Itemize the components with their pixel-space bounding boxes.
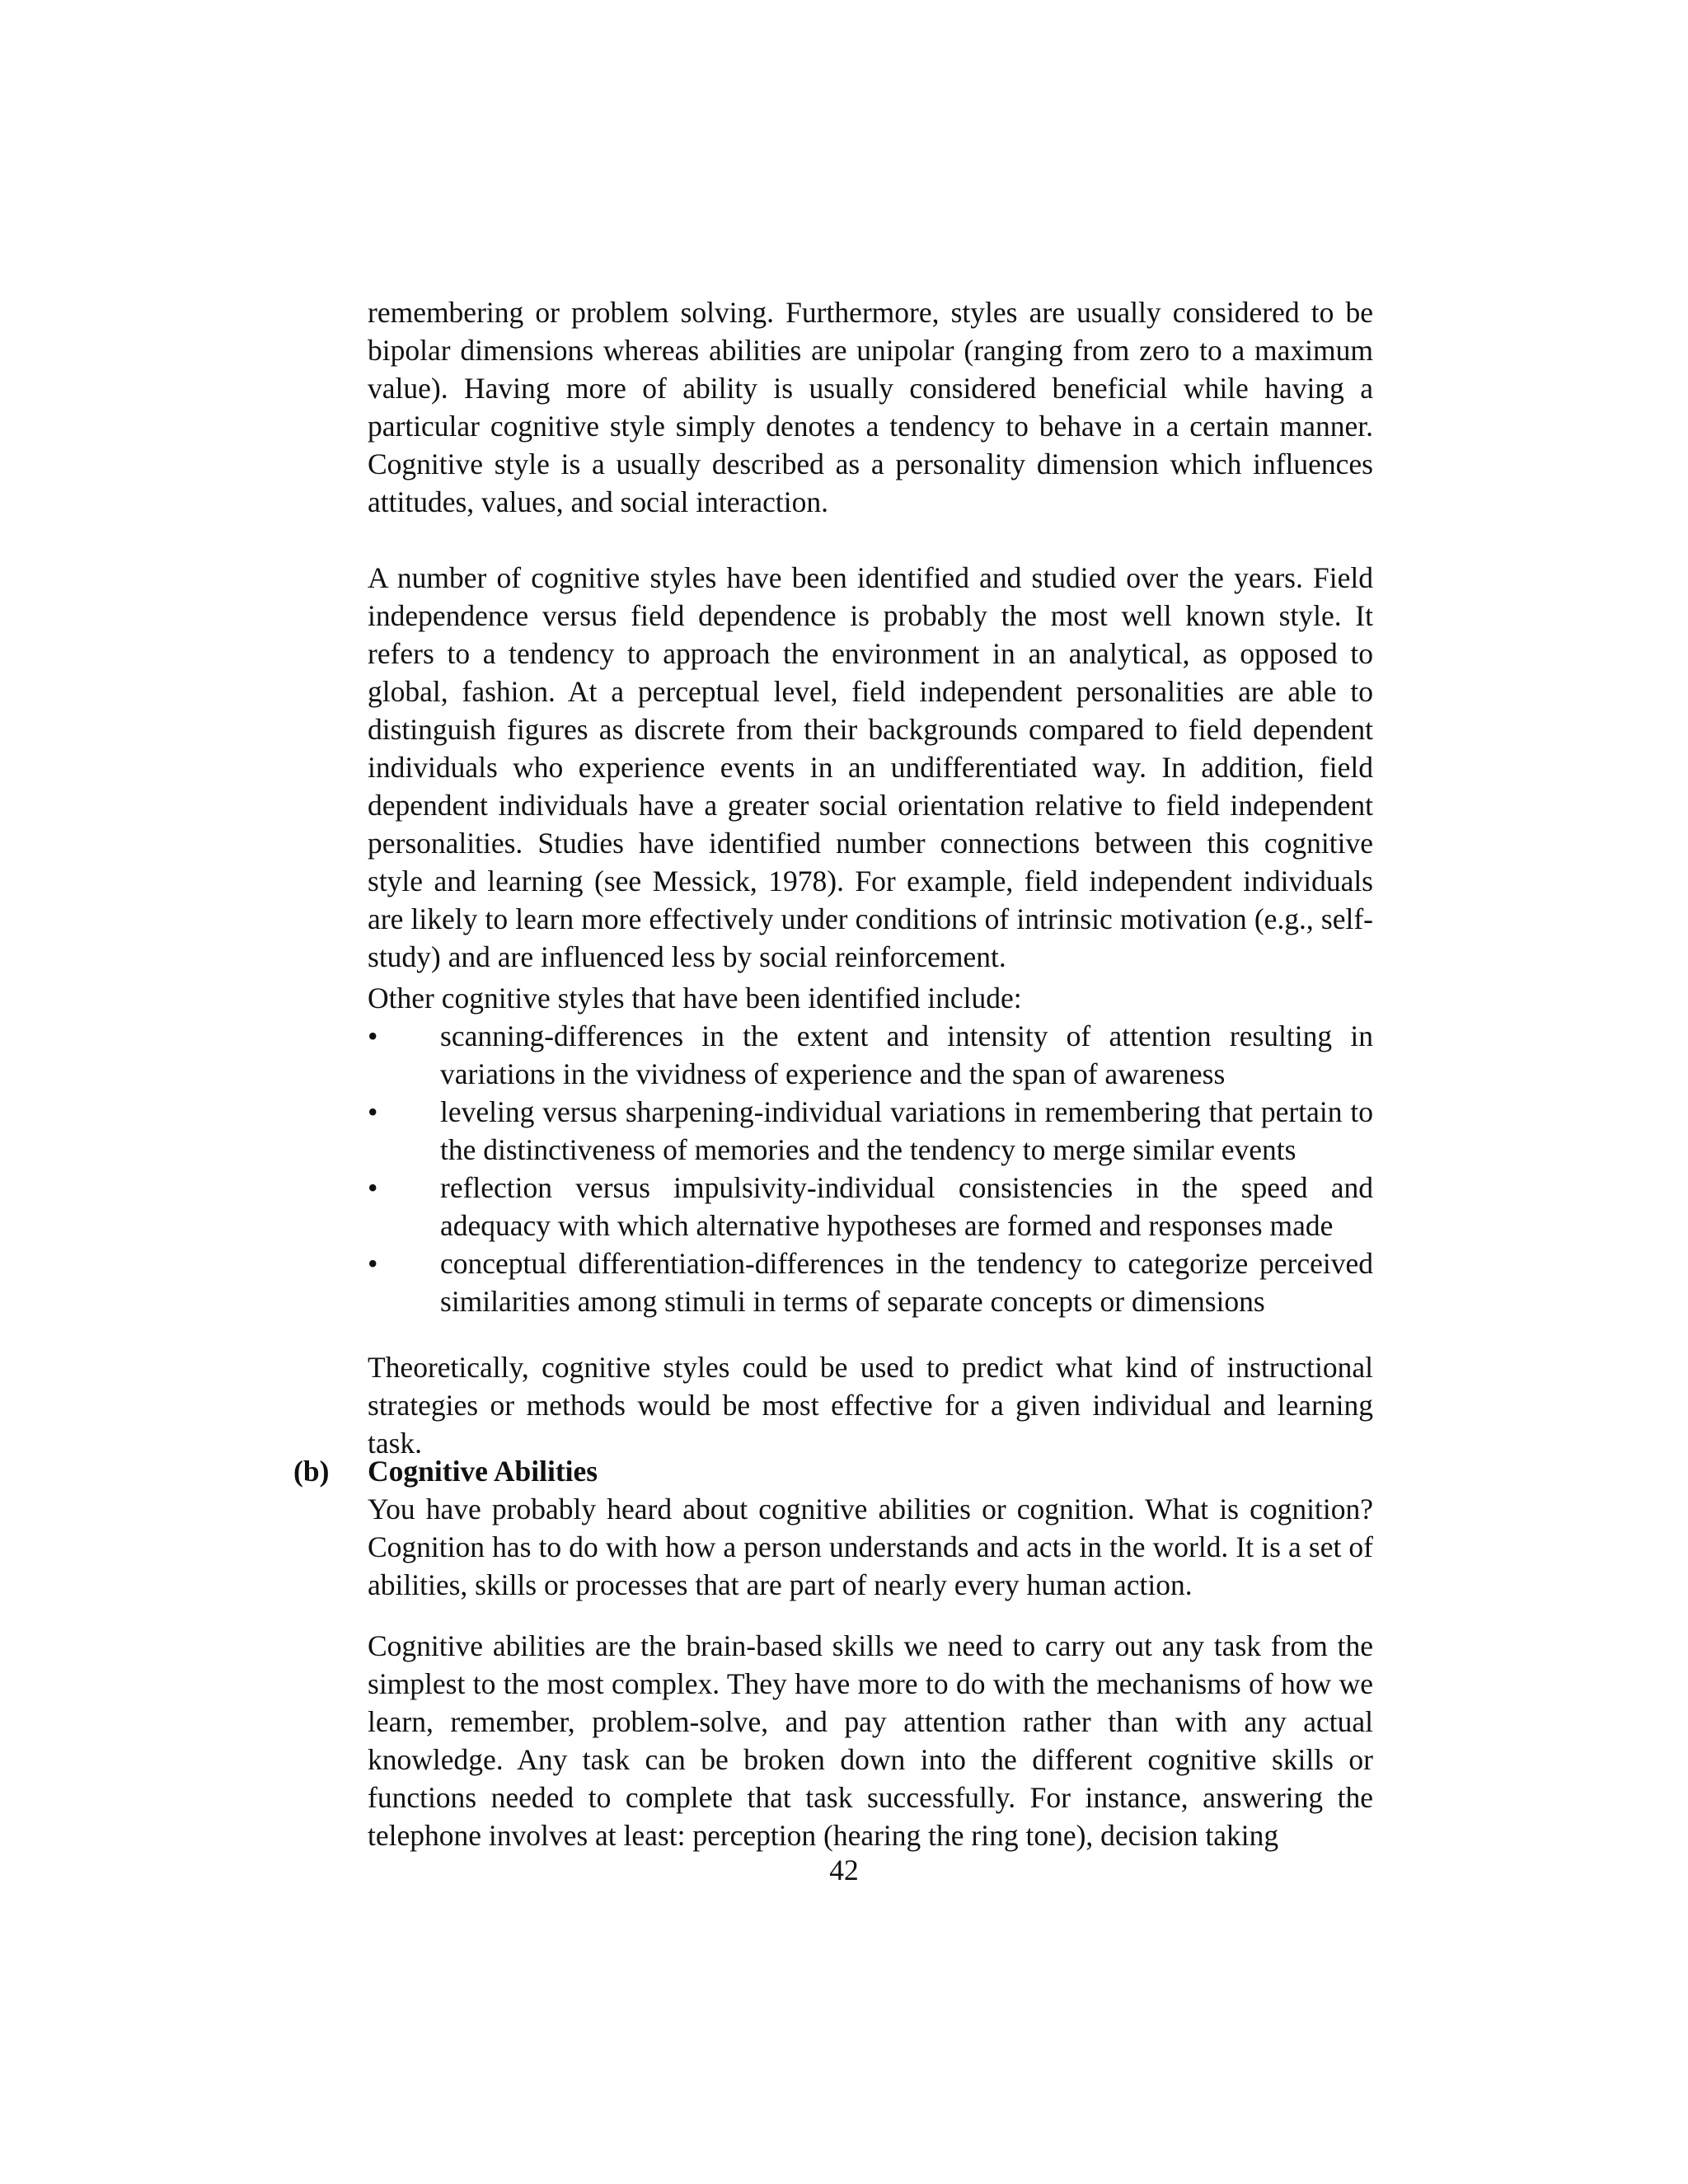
paragraph-styles-vs-abilities: remembering or problem solving. Furthermore, styles are usually considered to be bipolar dimensions whereas abilities are unipolar (ranging from zero to a maximum value). Having more of ability is usually considered beneficial while having a particular cognitive style simply denotes a tendency to behave in a certain manner. Cognitive style is a usually described as a personality dimension which influences attitudes, values, and social interaction. [368,296,1373,518]
list-item [368,1244,1373,1320]
cognitive-styles-list [368,1017,1373,1320]
list-item [368,1093,1373,1169]
bullet-icon: • [368,1171,378,1204]
section-marker: (b) [293,1455,330,1488]
paragraph-theoretically: Theoretically, cognitive styles could be used to predict what kind of instructional strategies or methods would be most effective for a given individual and learning task. [368,1351,1373,1460]
section-title: Cognitive Abilities [368,1455,598,1488]
page-number: 42 [829,1854,859,1886]
list-item-text: reflection versus impulsivity-individual consistencies in the speed and adequacy with which alternative hypotheses are formed and responses made [440,1171,1373,1242]
paragraph-cognitive-abilities: Cognitive abilities are the brain-based skills we need to carry out any task from the simplest to the most complex. They have more to do with the mechanisms of how we learn, remember, problem-solve, and pay attention rather than with any actual knowledge. Any task can be broken down into the different cognitive skills or functions needed to complete that task successfully. For instance, answering the telephone involves at least: perception (hearing the ring tone), decision taking [368,1629,1373,1852]
bullet-icon: • [368,1095,378,1128]
list-item [368,1169,1373,1244]
bullet-icon: • [368,1019,378,1052]
paragraph-what-is-cognition: You have probably heard about cognitive abilities or cognition. What is cognition? Cognition has to do with how a person understands and acts in the world. It is a set of abilities, skills or processes that are part of nearly every human action. [368,1493,1373,1601]
list-item-text: conceptual differentiation-differences in the tendency to categorize perceived similarities among stimuli in terms of separate concepts or dimensions [440,1247,1373,1318]
paragraph-other-styles-intro: Other cognitive styles that have been identified include: [368,982,1022,1015]
bullet-icon: • [368,1247,378,1280]
paragraph-field-independence: A number of cognitive styles have been identified and studied over the years. Field independence versus field dependence is probably the most well known style. It refers to a tendency to approach the environment in an analytical, as opposed to global, fashion. At a perceptual level, field independent personalities are able to distinguish figures as discrete from their backgrounds compared to field dependent individuals who experience events in an undifferentiated way. In addition, field dependent individuals have a greater social orientation relative to field independent personalities. Studies have identified number connections between this cognitive style and learning (see Messick, 1978). For example, field independent individuals are likely to learn more effectively under conditions of intrinsic motivation (e.g., self-study) and are influenced less by social reinforcement. [368,561,1373,973]
list-item-text: scanning-differences in the extent and intensity of attention resulting in variations in the vividness of experience and the span of awareness [440,1019,1373,1090]
list-item [368,1017,1373,1093]
list-item-text: leveling versus sharpening-individual variations in remembering that pertain to the distinctiveness of memories and the tendency to merge similar events [440,1095,1373,1166]
